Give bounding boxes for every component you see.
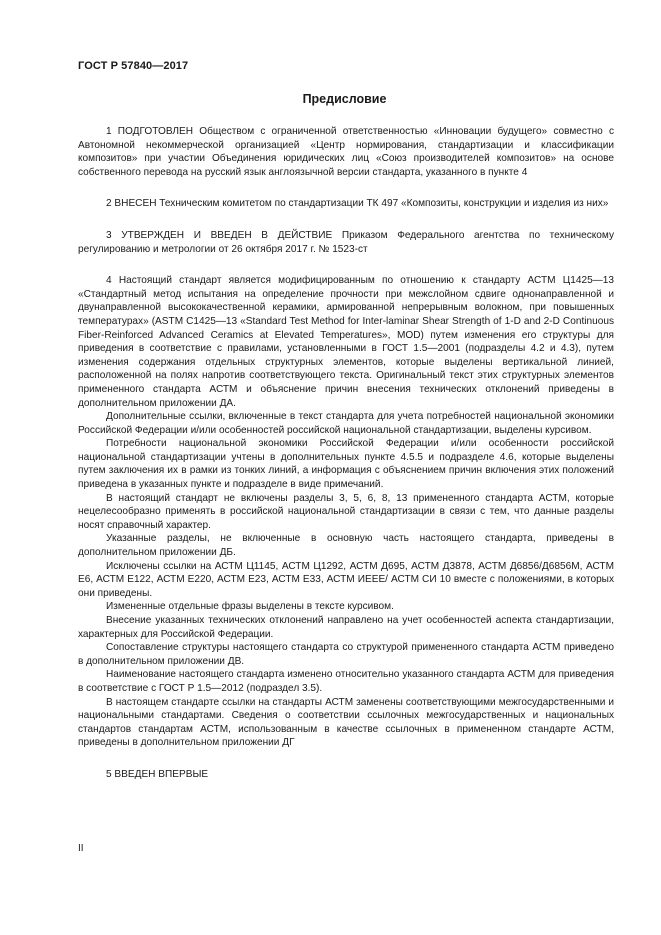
paragraph-reference-replacement: В настоящем стандарте ссылки на стандарты АСТМ заменены соответствующими межгосударственными и национальными стандартами. Сведения о соответствии ссылочных межгосударственных и национальных стандартов стандартам АСТМ, использованным в качестве ссылочных в примененном стандарте АСТМ, приведены в дополнительном приложении ДГ xyxy=(78,696,614,749)
paragraph-appendix-db: Указанные разделы, не включенные в основную часть настоящего стандарта, приведены в дополнительном приложении ДБ. xyxy=(78,533,614,559)
paragraph-additional-references: Дополнительные ссылки, включенные в текст стандарта для учета потребностей национальной экономики Российской Федерации и/или особенностей российской национальной стандартизации, выделены курсивом. xyxy=(78,411,614,436)
preface-body xyxy=(78,125,614,782)
paragraph-structure-comparison: Сопоставление структуры настоящего стандарта со структурой примененного стандарта АСТМ приведено в дополнительном приложении ДВ. xyxy=(78,642,614,667)
paragraph-approved: 3 УТВЕРЖДЕН И ВВЕДЕН В ДЕЙСТВИЕ Приказом Федерального агентства по техническому регулированию и метрологии от 26 октября 2017 г. № 1523-ст xyxy=(78,229,614,255)
paragraph-modified: 4 Настоящий стандарт является модифицированным по отношению к стандарту АСТМ Ц1425—13 «Стандартный метод испытания на определение прочности при межслойном сдвиге однонаправленной и двунаправленной высококачественной керамики, армированной непрерывным волокном, при повышенных температурах» (ASTM C1425—13 «Standard Test Method for Inter-laminar Shear Strength of 1-D and 2-D Continuous Fiber-Reinforced Advanced Ceramics at Elevated Temperatures», MOD) путем изменения его структуры для приведения в соответствие с правилами, установленными в ГОСТ 1.5—2001 (подразделы 4.2 и 4.3), путем изменения содержания отдельных структурных элементов, которые выделены вертикальной линией, расположенной на полях напротив соответствующего текста. Оригинальный текст этих структурных элементов примененного стандарта АСТМ и объяснение причин внесения технических отклонений приведены в дополнительном приложении ДА. xyxy=(78,275,614,409)
page-title: Предисловие xyxy=(302,92,387,106)
paragraph-national-needs: Потребности национальной экономики Российской Федерации и/или особенности российской национальной стандартизации учтены в дополнительных пункте 4.5.5 и подразделе 4.6, которые выделены путем заключения их в рамки из тонких линий, а информация с объяснением причин включения этих положений приведена в указанных пункте и подразделе в виде примечаний. xyxy=(78,438,614,491)
paragraph-italic-phrases: Измененные отдельные фразы выделены в тексте курсивом. xyxy=(106,601,394,613)
page-number: II xyxy=(78,843,84,854)
paragraph-title-change: Наименование настоящего стандарта изменено относительно указанного стандарта АСТМ для приведения в соответствие с ГОСТ Р 1.5—2012 (подраздел 3.5). xyxy=(78,669,614,694)
paragraph-excluded-references: Исключены ссылки на АСТМ Ц1145, АСТМ Ц1292, АСТМ Д695, АСТМ Д3878, АСТМ Д6856/Д6856М, АСТМ Е6, АСТМ Е122, АСТМ Е220, АСТМ Е23, АСТМ Е33, АСТМ ИЕЕЕ/ АСТМ СИ 10 вместе с положениями, в которых они приведены. xyxy=(78,560,614,599)
paragraph-prepared: 1 ПОДГОТОВЛЕН Обществом с ограниченной ответственностью «Инновации будущего» совместно с Автономной некоммерческой организацией «Центр нормирования, стандартизации и классификации композитов» при участии Объединения юридических лиц «Союз производителей композитов» на основе собственного перевода на русский язык англоязычной версии стандарта, указанного в пункте 4 xyxy=(78,126,614,178)
document-code: ГОСТ Р 57840—2017 xyxy=(78,60,189,72)
paragraph-deviations: Внесение указанных технических отклонений направлено на учет особенностей аспекта стандартизации, характерных для Российской Федерации. xyxy=(78,615,614,640)
paragraph-excluded-sections: В настоящий стандарт не включены разделы 3, 5, 6, 8, 13 примененного стандарта АСТМ, которые нецелесообразно применять в российской национальной стандартизации в связи с тем, что данные разделы носят справочный характер. xyxy=(78,492,614,531)
paragraph-introduced: 2 ВНЕСЕН Техническим комитетом по стандартизации ТК 497 «Композиты, конструкции и изделия из них» xyxy=(106,198,609,210)
paragraph-first-introduced: 5 ВВЕДЕН ВПЕРВЫЕ xyxy=(106,768,209,780)
